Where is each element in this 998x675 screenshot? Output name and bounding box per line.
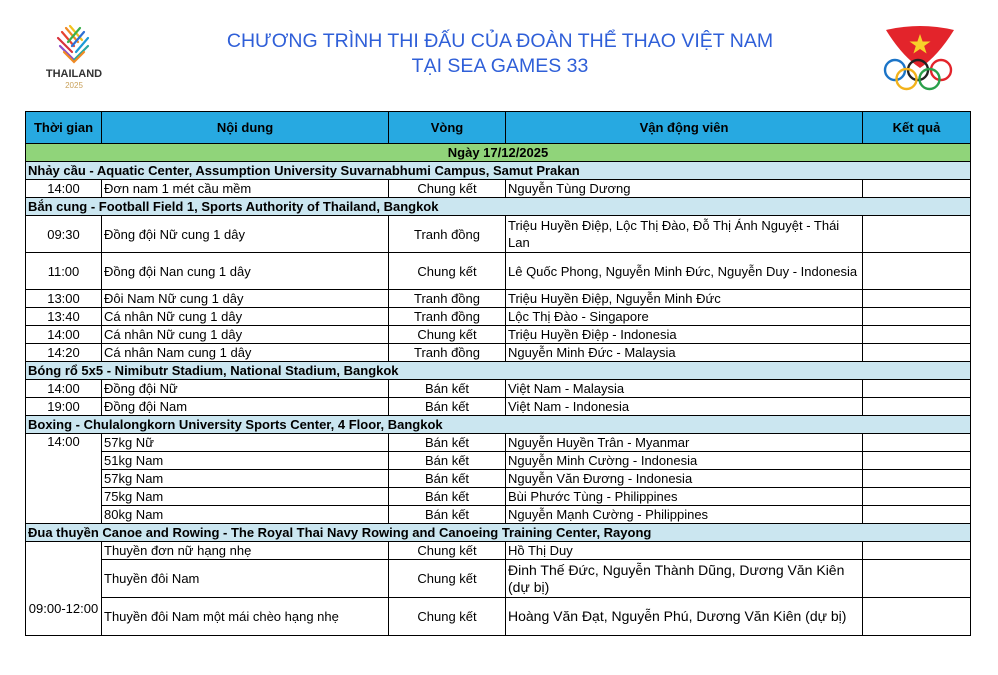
cell-round: Bán kết [389, 380, 506, 398]
vietnam-olympic-logo [880, 22, 960, 92]
cell-athletes: Nguyễn Tùng Dương [506, 180, 863, 198]
venue-row [26, 198, 971, 216]
cell-event: 57kg Nữ [102, 434, 389, 452]
column-header-result: Kết quả [863, 112, 971, 144]
cell-time: 14:00 [26, 326, 102, 344]
document-header [0, 0, 998, 110]
venue-label-diving: Nhảy cầu - Aquatic Center, Assumption University Suvarnabhumi Campus, Samut Prakan [26, 162, 971, 180]
cell-athletes: Nguyễn Minh Cường - Indonesia [506, 452, 863, 470]
table-row [26, 560, 971, 598]
cell-event: Đồng đội Nan cung 1 dây [102, 253, 389, 290]
cell-result [863, 290, 971, 308]
column-header-round: Vòng [389, 112, 506, 144]
cell-event: Đồng đội Nữ cung 1 dây [102, 216, 389, 253]
cell-event: 80kg Nam [102, 506, 389, 524]
page-title-line-1: CHƯƠNG TRÌNH THI ĐẤU CỦA ĐOÀN THỂ THAO VIỆT NAM [226, 30, 774, 52]
cell-event: Cá nhân Nữ cung 1 dây [102, 326, 389, 344]
cell-round: Chung kết [389, 253, 506, 290]
table-row [26, 380, 971, 398]
cell-event: 51kg Nam [102, 452, 389, 470]
page-title-line-2: TẠI SEA GAMES 33 [411, 55, 589, 77]
cell-round: Chung kết [389, 542, 506, 560]
cell-time: 14:00 [26, 180, 102, 198]
cell-athletes: Hoàng Văn Đạt, Nguyễn Phú, Dương Văn Kiên (dự bị) [506, 598, 863, 636]
cell-round: Chung kết [389, 598, 506, 636]
svg-text:THAILAND: THAILAND [45, 68, 103, 80]
olympic-rings-icon [880, 22, 960, 92]
cell-time: 14:20 [26, 344, 102, 362]
cell-result [863, 598, 971, 636]
table-row [26, 598, 971, 636]
table-row [26, 253, 971, 290]
cell-result [863, 308, 971, 326]
table-row [26, 180, 971, 198]
table-row [26, 488, 971, 506]
venue-label-rowing: Đua thuyền Canoe and Rowing - The Royal Thai Navy Rowing and Canoeing Training Center, Rayong [26, 524, 971, 542]
cell-result [863, 180, 971, 198]
sea-games-emblem-icon [38, 22, 110, 92]
cell-result [863, 380, 971, 398]
cell-result [863, 542, 971, 560]
table-header-row [26, 112, 971, 144]
table-row [26, 452, 971, 470]
cell-event: Thuyền đôi Nam một mái chèo hạng nhẹ [102, 598, 389, 636]
cell-result [863, 344, 971, 362]
cell-result [863, 253, 971, 290]
cell-time: 19:00 [26, 398, 102, 416]
cell-round: Bán kết [389, 452, 506, 470]
venue-label-basketball: Bóng rổ 5x5 - Nimibutr Stadium, National Stadium, Bangkok [26, 362, 971, 380]
cell-athletes: Việt Nam - Indonesia [506, 398, 863, 416]
cell-athletes: Việt Nam - Malaysia [506, 380, 863, 398]
cell-result [863, 434, 971, 452]
cell-athletes: Triệu Huyền Điệp - Indonesia [506, 326, 863, 344]
cell-time: 14:00 [26, 380, 102, 398]
cell-round: Tranh đồng [389, 216, 506, 253]
cell-event: 75kg Nam [102, 488, 389, 506]
cell-result [863, 216, 971, 253]
table-row [26, 290, 971, 308]
cell-result [863, 506, 971, 524]
cell-time: 13:40 [26, 308, 102, 326]
table-row [26, 470, 971, 488]
cell-time: 14:00 [26, 434, 102, 524]
cell-athletes: Lê Quốc Phong, Nguyễn Minh Đức, Nguyễn Duy - Indonesia [506, 253, 863, 290]
cell-time: 11:00 [26, 253, 102, 290]
table-row [26, 542, 971, 560]
venue-label-boxing: Boxing - Chulalongkorn University Sports Center, 4 Floor, Bangkok [26, 416, 971, 434]
cell-event: Đồng đội Nữ [102, 380, 389, 398]
cell-round: Chung kết [389, 180, 506, 198]
column-header-time: Thời gian [26, 112, 102, 144]
cell-result [863, 488, 971, 506]
cell-result [863, 470, 971, 488]
cell-round: Bán kết [389, 488, 506, 506]
cell-round: Tranh đồng [389, 308, 506, 326]
cell-athletes: Triệu Huyền Điệp, Lộc Thị Đào, Đỗ Thị Ánh Nguyệt - Thái Lan [506, 216, 863, 253]
table-row [26, 398, 971, 416]
venue-row [26, 524, 971, 542]
cell-result [863, 560, 971, 598]
day-label: Ngày 17/12/2025 [26, 144, 971, 162]
table-row [26, 344, 971, 362]
cell-athletes: Nguyễn Mạnh Cường - Philippines [506, 506, 863, 524]
cell-round: Bán kết [389, 506, 506, 524]
cell-round: Bán kết [389, 398, 506, 416]
cell-event: Thuyền đôi Nam [102, 560, 389, 598]
cell-athletes: Nguyễn Văn Đương - Indonesia [506, 470, 863, 488]
table-row [26, 506, 971, 524]
svg-text:2025: 2025 [65, 81, 83, 90]
sea-games-logo [38, 22, 110, 92]
cell-round: Chung kết [389, 326, 506, 344]
cell-athletes: Nguyễn Huyền Trân - Myanmar [506, 434, 863, 452]
venue-row [26, 362, 971, 380]
cell-event: 57kg Nam [102, 470, 389, 488]
venue-label-archery: Bắn cung - Football Field 1, Sports Authority of Thailand, Bangkok [26, 198, 971, 216]
cell-event: Đồng đội Nam [102, 398, 389, 416]
table-row [26, 434, 971, 452]
cell-athletes: Nguyễn Minh Đức - Malaysia [506, 344, 863, 362]
cell-athletes: Lộc Thị Đào - Singapore [506, 308, 863, 326]
cell-round: Tranh đồng [389, 344, 506, 362]
cell-athletes: Đinh Thế Đức, Nguyễn Thành Dũng, Dương Văn Kiên (dự bị) [506, 560, 863, 598]
cell-event: Đơn nam 1 mét cầu mềm [102, 180, 389, 198]
cell-round: Bán kết [389, 434, 506, 452]
cell-event: Đôi Nam Nữ cung 1 dây [102, 290, 389, 308]
column-header-athletes: Vận động viên [506, 112, 863, 144]
cell-event: Thuyền đơn nữ hạng nhẹ [102, 542, 389, 560]
cell-event: Cá nhân Nam cung 1 dây [102, 344, 389, 362]
cell-result [863, 398, 971, 416]
cell-time: 09:00-12:00 [26, 542, 102, 636]
cell-result [863, 326, 971, 344]
cell-athletes: Triệu Huyền Điệp, Nguyễn Minh Đức [506, 290, 863, 308]
cell-result [863, 452, 971, 470]
schedule-table [25, 111, 971, 636]
venue-row [26, 162, 971, 180]
table-row [26, 216, 971, 253]
cell-round: Bán kết [389, 470, 506, 488]
venue-row [26, 416, 971, 434]
cell-round: Tranh đồng [389, 290, 506, 308]
day-row [26, 144, 971, 162]
cell-time: 09:30 [26, 216, 102, 253]
cell-event: Cá nhân Nữ cung 1 dây [102, 308, 389, 326]
cell-athletes: Bùi Phước Tùng - Philippines [506, 488, 863, 506]
table-row [26, 326, 971, 344]
table-row [26, 308, 971, 326]
cell-time: 13:00 [26, 290, 102, 308]
cell-round: Chung kết [389, 560, 506, 598]
column-header-event: Nội dung [102, 112, 389, 144]
cell-athletes: Hồ Thị Duy [506, 542, 863, 560]
